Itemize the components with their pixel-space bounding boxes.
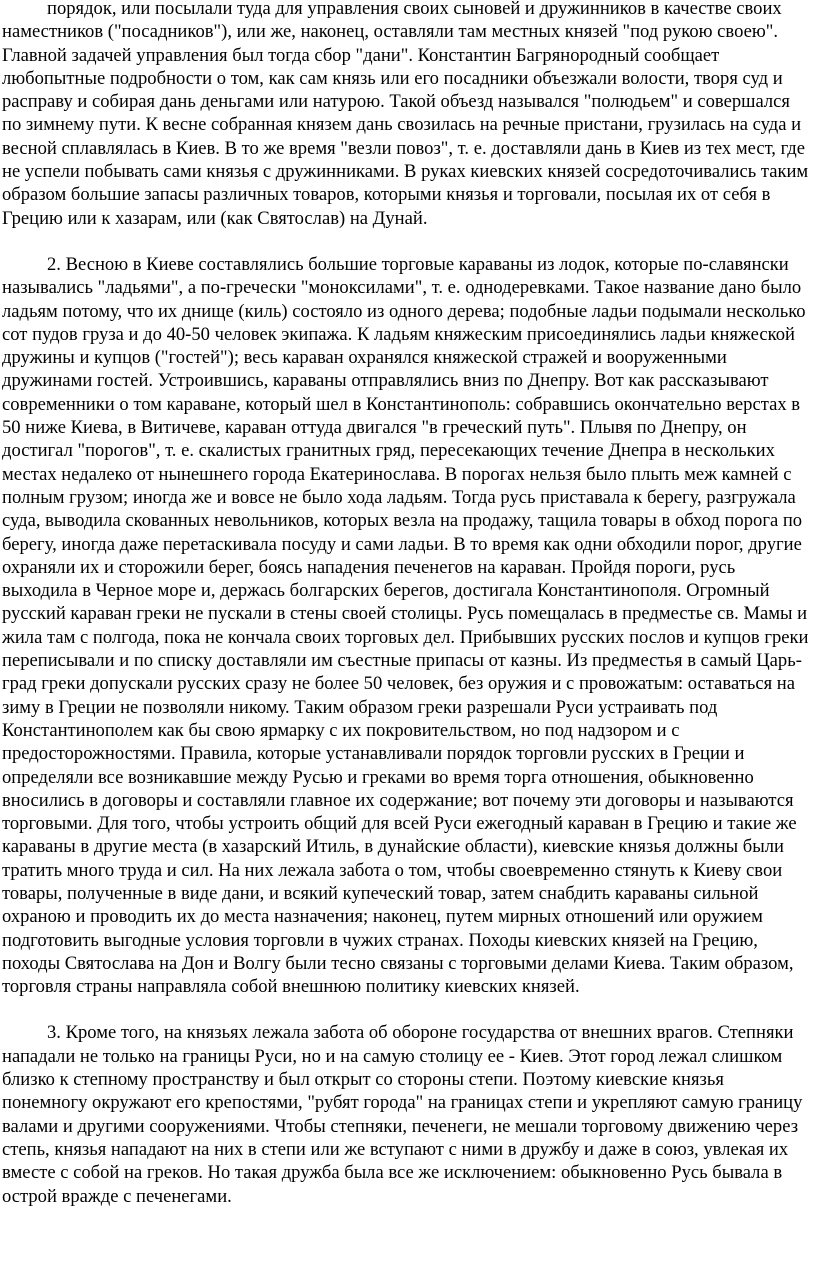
paragraph-gap bbox=[2, 230, 812, 253]
paragraph-2: 2. Весною в Киеве составлялись большие торговые караваны из лодок, которые по-славянски назывались "ладьями", а по-гречески "моноксилами", т. е. однодеревками. Такое название дано было ладьям потому, что их днище (киль) состояло из одного дерева; подобные ладьи подымали несколько сот пудов груза и до 40-50 человек экипажа. К ладьям княжеским присоединялись ладьи княжеской дружины и купцов ("гостей"); весь караван охранялся княжеской стражей и вооруженными дружинами гостей. Устроившись, караваны отправлялись вниз по Днепру. Вот как рассказывают современники о том караване, который шел в Константинополь: собравшись окончательно верстах в 50 ниже Киева, в Витичеве, караван оттуда двигался "в греческий путь". Плывя по Днепру, он достигал "порогов", т. е. скалистых гранитных гряд, пересекающих течение Днепра в нескольких местах недалеко от нынешнего города Екатеринослава. В порогах нельзя было плыть меж камней с полным грузом; иногда же и вовсе не было хода ладьям. Тогда русь приставала к берегу, разгружала суда, выводила скованных невольников, которых везла на продажу, тащила товары в обход порога по берегу, иногда даже перетаскивала посуду и сами ладьи. В то время как одни обходили порог, другие охраняли их и сторожили берег, боясь нападения печенегов на караван. Пройдя пороги, русь выходила в Черное море и, держась болгарских берегов, достигала Константинополя. Огромный русский караван греки не пускали в стены своей столицы. Русь помещалась в предместье св. Мамы и жила там с полгода, пока не кончала своих торговых дел. Прибывших русских послов и купцов греки переписывали и по списку доставляли им съестные припасы от казны. Из предместья в самый Царь-град греки допускали русских сразу не более 50 человек, без оружия и с провожатым: оставаться на зиму в Греции не позволяли никому. Таким образом греки разрешали Руси устраивать под Константинополем как бы свою ярмарку с их покровительством, но под надзором и с предосторожностями. Правила, которые устанавливали порядок торговли русских в Греции и определяли все возникавшие между Русью и греками во время торга отношения, обыкновенно вносились в договоры и составляли главное их содержание; вот почему эти договоры и называются торговыми. Для того, чтобы устроить общий для всей Руси ежегодный караван в Грецию и такие же караваны в другие места (в хазарский Итиль, в дунайские области), киевские князья должны были тратить много труда и сил. На них лежала забота о том, чтобы своевременно стянуть к Киеву свои товары, полученные в виде дани, и всякий купеческий товар, затем снабдить караваны сильной охраною и проводить их до места назначения; наконец, путем мирных отношений или оружием подготовить выгодные условия торговли в чужих странах. Походы киевских князей на Грецию, походы Святослава на Дон и Волгу были тесно связаны с торговыми делами Киева. Таким образом, торговля страны направляла собой внешнюю политику киевских князей. bbox=[2, 253, 809, 998]
paragraph-3: 3. Кроме того, на князьях лежала забота об обороне государства от внешних врагов. Степняки нападали не только на границы Руси, но и на самую столицу ее - Киев. Этот город лежал слишком близко к степному пространству и был открыт со стороны степи. Поэтому киевские князья понемногу окружают его крепостями, "рубят города" на границах степи и укрепляют самую границу валами и другими сооружениями. Чтобы степняки, печенеги, не мешали торговому движению через степь, князья нападают на них в степи или же вступают с ними в дружбу и даже в союз, увлекая их вместе с собой на греков. Но такая дружба была все же исключением: обыкновенно Русь бывала в острой вражде с печенегами. bbox=[2, 1022, 803, 1207]
paragraph-gap bbox=[2, 998, 812, 1021]
paragraph-1: порядок, или посылали туда для управления своих сыновей и дружинников в качестве своих наместников ("посадников"), или же, наконец, оставляли там местных князей "под рукою своею". Главной задачей управления был тогда сбор "дани". Константин Багрянородный сообщает любопытные подробности о том, как сам князь или его посадники объезжали волости, творя суд и расправу и собирая дань деньгами или натурою. Такой объезд назывался "полюдьем" и совершался по зимнему пути. К весне собранная князем дань свозилась на речные пристани, грузилась на суда и весной сплавлялась в Киев. В то же время "везли повоз", т. е. доставляли дань в Киев из тех мест, где не успели побывать сами князья с дружинниками. В руках киевских князей сосредоточивались таким образом большие запасы различных товаров, которыми князья и торговали, посылая их от себя в Грецию или к хазарам, или (как Святослав) на Дунай. bbox=[2, 0, 809, 229]
